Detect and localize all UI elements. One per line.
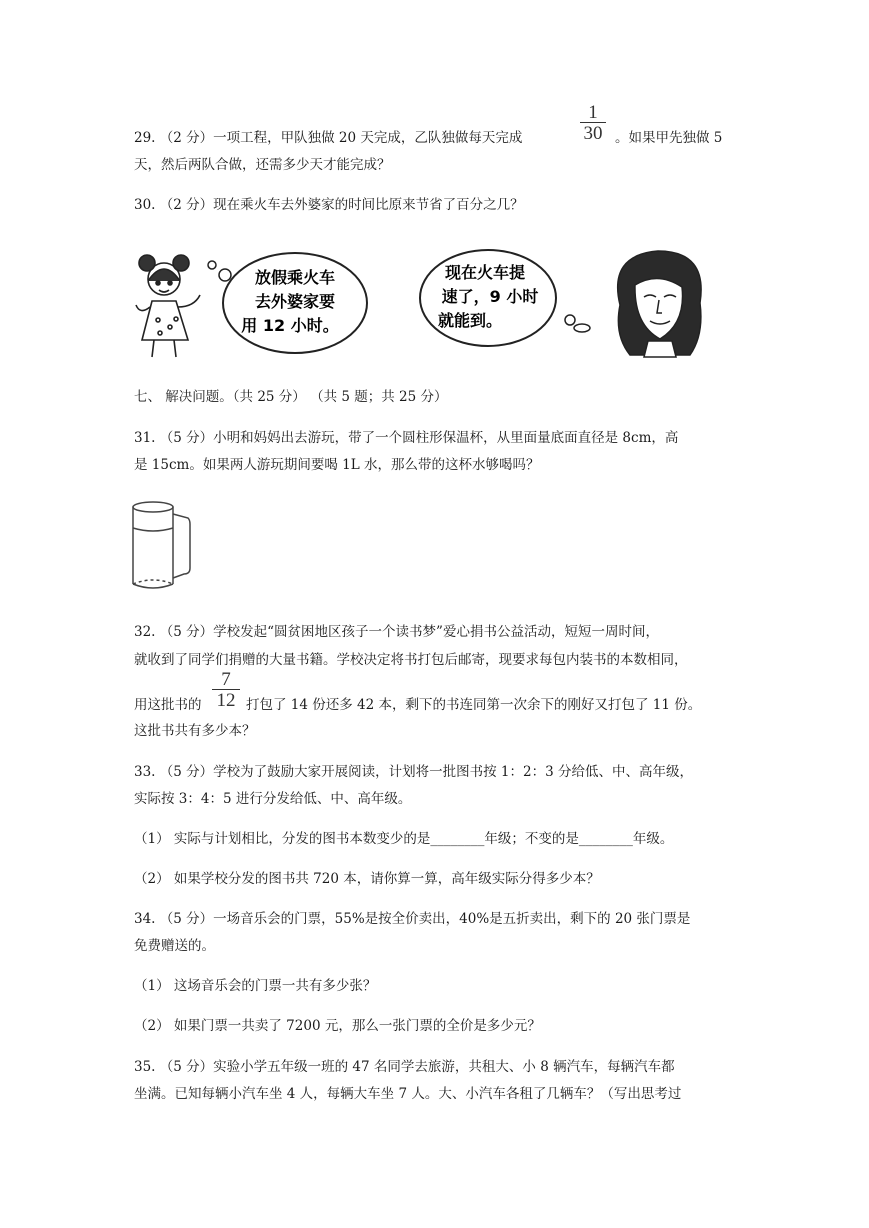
q30-illustration bbox=[130, 245, 742, 365]
q32-text-a: 用这批书的 bbox=[134, 697, 202, 713]
q31-line1: 31. （5 分）小明和妈妈出去游玩，带了一个圆柱形保温杯，从里面量底面直径是 8cm，高 bbox=[134, 430, 679, 446]
q34-line2: 免费赠送的。 bbox=[134, 938, 215, 954]
q30-text: 30. （2 分）现在乘火车去外婆家的时间比原来节省了百分之几？ bbox=[134, 197, 524, 213]
cup-icon bbox=[133, 502, 190, 588]
q29-text-a: 29. （2 分）一项工程，甲队独做 20 天完成，乙队独做每天完成 bbox=[134, 130, 523, 146]
q29-frac-numerator: 1 bbox=[588, 102, 598, 123]
q32-line4: 这批书共有多少本？ bbox=[134, 723, 256, 739]
q34-sub1: （1） 这场音乐会的门票一共有多少张？ bbox=[134, 978, 377, 994]
q34-sub2: （2） 如果门票一共卖了 7200 元，那么一张门票的全价是多少元？ bbox=[134, 1018, 541, 1034]
bubble-left-line1: 放假乘火车 bbox=[254, 268, 336, 287]
q35-line2: 坐满。已知每辆小汽车坐 4 人，每辆大车坐 7 人。大、小汽车各租了几辆车？（写出思考过 bbox=[134, 1086, 682, 1102]
q32-line2: 就收到了同学们捐赠的大量书籍。学校决定将书打包后邮寄，现要求每包内装书的本数相同， bbox=[134, 652, 688, 668]
q32-frac-denominator: 12 bbox=[216, 690, 236, 711]
q33-sub1: （1） 实际与计划相比，分发的图书本数变少的是________年级；不变的是________年级。 bbox=[134, 831, 674, 847]
q32-frac-numerator: 7 bbox=[221, 669, 231, 690]
bubble-left-line3: 用 12 小时。 bbox=[241, 316, 339, 335]
thermos-cup-illustration bbox=[128, 498, 200, 596]
bubble-right-line1: 现在火车提 bbox=[444, 263, 526, 282]
thought-dots-left-icon bbox=[208, 261, 231, 281]
q32-fraction bbox=[212, 671, 240, 709]
q31-line2: 是 15cm。如果两人游玩期间要喝 1L 水，那么带的这杯水够喝吗？ bbox=[134, 457, 540, 473]
q33-line2: 实际按 3：4：5 进行分发给低、中、高年级。 bbox=[134, 791, 412, 807]
q33-sub2: （2） 如果学校分发的图书共 720 本，请你算一算，高年级实际分得多少本？ bbox=[134, 871, 600, 887]
section-7-heading: 七、 解决问题。（共 25 分） （共 5 题；共 25 分） bbox=[134, 389, 448, 405]
q29-text-b: 。如果甲先独做 5 bbox=[615, 130, 723, 146]
girl-figure-icon bbox=[136, 255, 200, 357]
woman-figure-icon bbox=[618, 251, 701, 357]
q35-line1: 35. （5 分）实验小学五年级一班的 47 名同学去旅游，共租大、小 8 辆汽车，每辆汽车都 bbox=[134, 1059, 675, 1075]
q29-fraction bbox=[580, 104, 606, 142]
bubble-right-line3: 就能到。 bbox=[437, 311, 503, 330]
q32-text-b: 打包了 14 份还多 42 本，剩下的书连同第一次余下的刚好又打包了 11 份。 bbox=[246, 697, 702, 713]
q29-frac-denominator: 30 bbox=[583, 123, 603, 144]
q29-line2: 天，然后两队合做，还需多少天才能完成？ bbox=[134, 157, 391, 173]
q34-line1: 34. （5 分）一场音乐会的门票，55%是按全价卖出，40%是五折卖出，剩下的 20 张门票是 bbox=[134, 911, 691, 927]
thought-dots-right-icon bbox=[565, 315, 590, 332]
bubble-right-line2: 速了，9 小时 bbox=[441, 287, 539, 306]
q29-line1 bbox=[134, 128, 522, 148]
q33-line1: 33. （5 分）学校为了鼓励大家开展阅读，计划将一批图书按 1：2：3 分给低、中、高年级， bbox=[134, 764, 693, 780]
bubble-left-line2: 去外婆家要 bbox=[254, 292, 336, 311]
q32-line1: 32. （5 分）学校发起“圆贫困地区孩子一个读书梦”爱心捐书公益活动，短短一周时间， bbox=[134, 624, 659, 640]
